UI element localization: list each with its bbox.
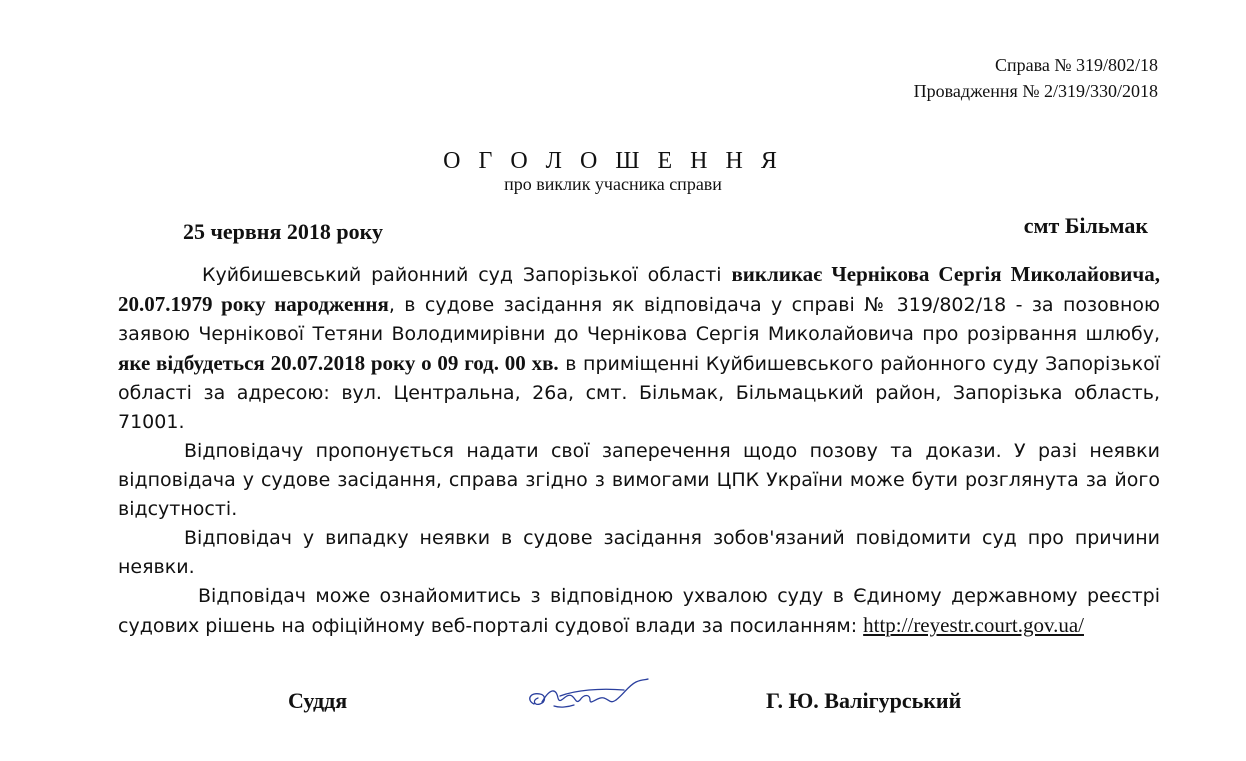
- summons-defendant: викликає Чернікова Сергія Миколайовича, 20.07.1979 року народження: [118, 262, 1160, 316]
- handwritten-signature: [520, 676, 660, 718]
- registry-link[interactable]: http://reyestr.court.gov.ua/: [863, 613, 1084, 637]
- title-block: [0, 148, 1226, 194]
- document-date: 25 червня 2018 року: [183, 219, 383, 244]
- summons-text-1: Куйбишевський районний суд Запорізької області: [202, 264, 732, 286]
- registry-text: Відповідач може ознайомитись з відповідною ухвалою суду в Єдиному державному реєстрі судових рішень на офіційному веб-порталі судової влади за посиланням:: [118, 585, 1160, 637]
- document-title: О Г О Л О Ш Е Н Н Я: [443, 148, 783, 174]
- proceeding-number: Провадження № 2/319/330/2018: [913, 81, 1158, 101]
- paragraph-objections: Відповідачу пропонується надати свої заперечення щодо позову та докази. У разі неявки відповідача у судове засідання, справа згідно з вимогами ЦПК України може бути розглянута за його відсутності.: [118, 440, 1160, 520]
- judge-name: Г. Ю. Валігурський: [766, 688, 962, 713]
- document-subtitle: про виклик учасника справи: [504, 174, 722, 194]
- case-number: Справа № 319/802/18: [994, 55, 1158, 75]
- paragraph-registry: [118, 582, 1160, 641]
- summons-hearing-time: яке відбудеться 20.07.2018 року о 09 год. 00 хв.: [118, 351, 559, 375]
- judge-label: Суддя: [288, 688, 348, 713]
- summons-text-2: , в судове засідання як відповідача у справі № 319/802/18 - за позовною заявою Чернікової Тетяни Володимирівни до Чернікова Сергія Миколайовича про розірвання шлюбу,: [118, 294, 1160, 345]
- summons-text-3: в приміщенні Куйбишевського районного суду Запорізької області за адресою: вул. Центральна, 26а, смт. Більмак, Більмацький район, Запорізька область, 71001.: [118, 353, 1160, 433]
- case-info: [914, 52, 1158, 104]
- paragraph-absence-duty: Відповідач у випадку неявки в судове засідання зобов'язаний повідомити суд про причини неявки.: [118, 527, 1160, 578]
- document-place: смт Більмак: [1023, 213, 1148, 238]
- document-body: [118, 260, 1160, 641]
- signature-row: [0, 688, 1246, 728]
- paragraph-summons: [118, 260, 1160, 437]
